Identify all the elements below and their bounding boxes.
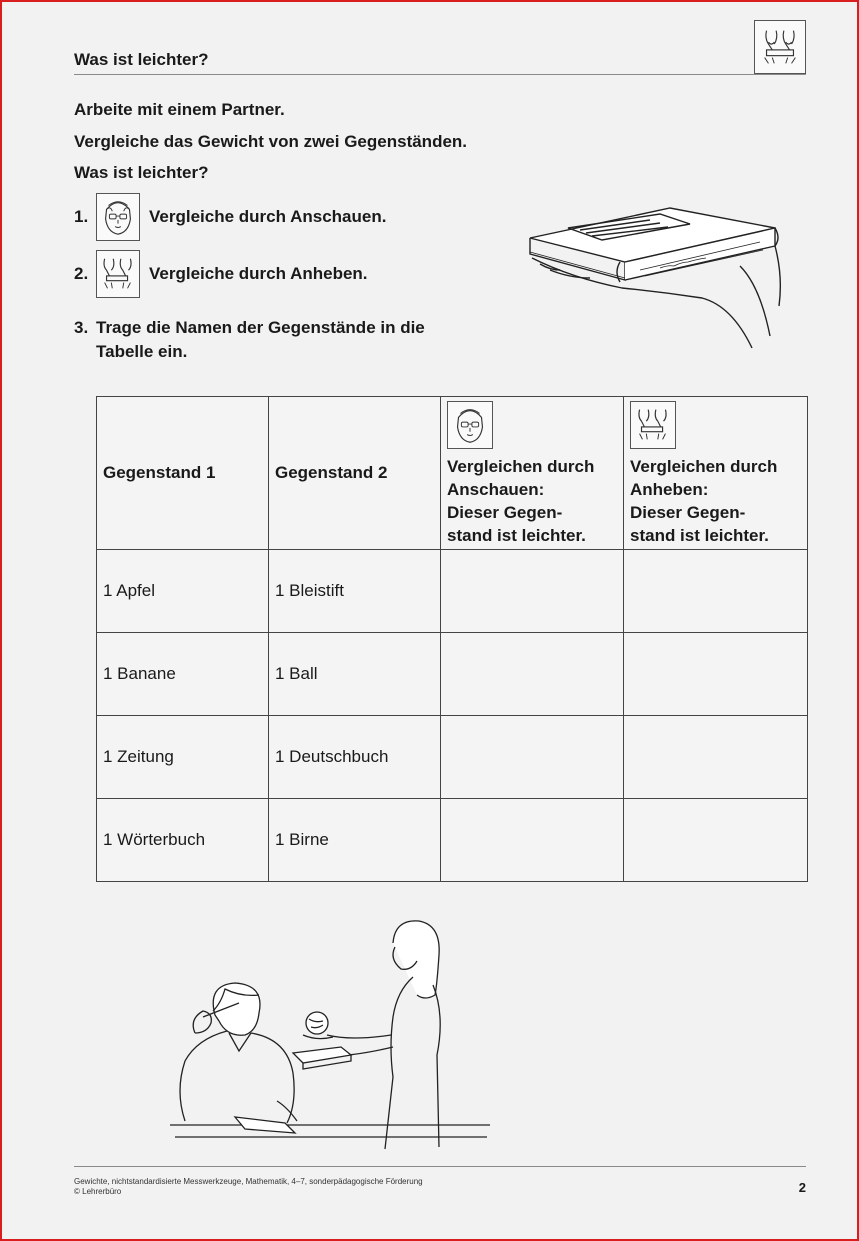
table-row (97, 716, 808, 799)
book-in-hand-illustration (520, 200, 790, 350)
table-row (97, 550, 808, 633)
page-header (74, 48, 806, 75)
page-footer (74, 1166, 806, 1197)
intro-line-3: Was ist leichter? (74, 163, 209, 182)
children-comparing-illustration (165, 915, 495, 1155)
header-text: Vergleichen durch Anheben: Dieser Gegen- stand ist leichter. (630, 457, 778, 545)
cell-item-1: 1 Zeitung (97, 716, 269, 799)
answer-cell-anheben[interactable] (624, 633, 808, 716)
lifting-hands-icon (754, 20, 806, 74)
table-row (97, 633, 808, 716)
face-looking-icon (96, 193, 140, 241)
cell-item-1: 1 Apfel (97, 550, 269, 633)
face-looking-icon (447, 401, 493, 449)
step-number: 1. (74, 207, 89, 226)
step-text: Vergleiche durch Anschauen. (149, 207, 387, 226)
header-text: Vergleichen durch Anschauen: Dieser Gegen- stand ist leichter. (447, 457, 595, 545)
step-text: Vergleiche durch Anheben. (149, 264, 368, 283)
lifting-hands-icon (96, 250, 140, 298)
page-title: Was ist leichter? (74, 50, 209, 69)
step-number: 3. (74, 318, 89, 337)
cell-item-2: 1 Deutschbuch (269, 716, 441, 799)
cell-item-1: 1 Banane (97, 633, 269, 716)
answer-cell-anheben[interactable] (624, 716, 808, 799)
answer-cell-anschauen[interactable] (441, 550, 624, 633)
cell-item-2: 1 Bleistift (269, 550, 441, 633)
cell-item-2: 1 Birne (269, 799, 441, 882)
header-anschauen (441, 397, 624, 550)
step-number: 2. (74, 264, 89, 283)
intro-line-1: Arbeite mit einem Partner. (74, 100, 285, 119)
answer-cell-anheben[interactable] (624, 550, 808, 633)
step-text: Trage die Namen der Gegenstände in die Tabelle ein. (96, 318, 425, 361)
answer-cell-anheben[interactable] (624, 799, 808, 882)
footer-series: Gewichte, nichtstandardisierte Messwerkzeuge, Mathematik, 4–7, sonderpädagogische Förderung (74, 1177, 423, 1186)
header-gegenstand-1: Gegenstand 1 (97, 397, 269, 550)
answer-cell-anschauen[interactable] (441, 633, 624, 716)
header-anheben (624, 397, 808, 550)
page-number: 2 (798, 1180, 806, 1195)
header-gegenstand-2: Gegenstand 2 (269, 397, 441, 550)
cell-item-2: 1 Ball (269, 633, 441, 716)
answer-cell-anschauen[interactable] (441, 716, 624, 799)
lifting-hands-icon (630, 401, 676, 449)
footer-copyright: © Lehrerbüro (74, 1187, 122, 1196)
intro-line-2: Vergleiche das Gewicht von zwei Gegenständen. (74, 132, 468, 151)
comparison-table (96, 396, 808, 882)
cell-item-1: 1 Wörterbuch (97, 799, 269, 882)
answer-cell-anschauen[interactable] (441, 799, 624, 882)
table-header-row (97, 397, 808, 550)
table-row (97, 799, 808, 882)
